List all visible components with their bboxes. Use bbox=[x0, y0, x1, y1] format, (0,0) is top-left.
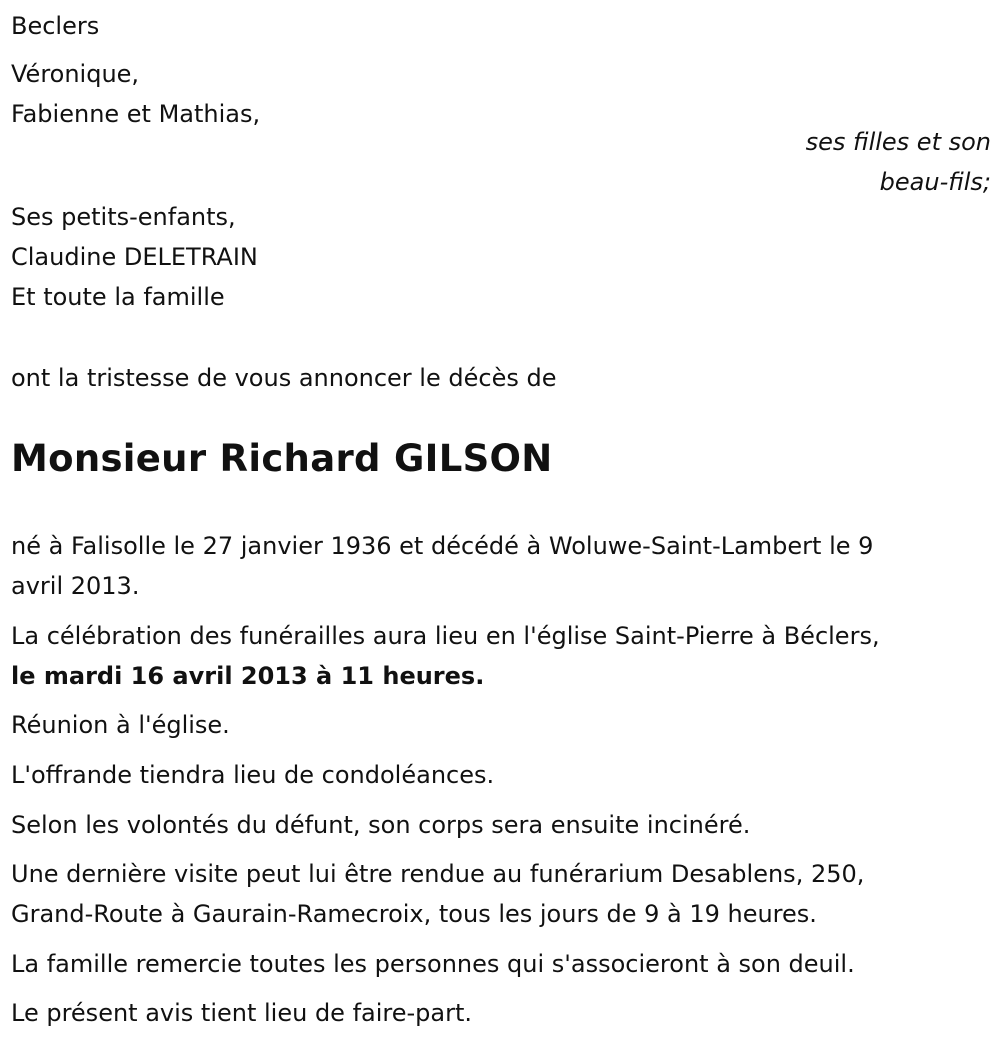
funeral-date: le mardi 16 avril 2013 à 11 heures. bbox=[11, 662, 485, 690]
deceased-name: Monsieur Richard GILSON bbox=[11, 437, 553, 480]
reunion-line: Réunion à l'église. bbox=[11, 711, 230, 739]
person-line: Claudine DELETRAIN bbox=[11, 243, 258, 271]
offering-line: L'offrande tiendra lieu de condoléances. bbox=[11, 761, 495, 789]
birth-death-line-1: né à Falisolle le 27 janvier 1936 et décédé à Woluwe-Saint-Lambert le 9 bbox=[11, 532, 874, 560]
visit-line-1: Une dernière visite peut lui être rendue au funérarium Desablens, 250, bbox=[11, 860, 865, 888]
family-line: Et toute la famille bbox=[11, 283, 225, 311]
grandchildren-line: Ses petits-enfants, bbox=[11, 203, 236, 231]
cremation-line: Selon les volontés du défunt, son corps sera ensuite incinéré. bbox=[11, 811, 751, 839]
daughters-line-1: Véronique, bbox=[11, 60, 140, 88]
funeral-line-1: La célébration des funérailles aura lieu en l'église Saint-Pierre à Béclers, bbox=[11, 622, 880, 650]
daughters-line-2: Fabienne et Mathias, bbox=[11, 100, 261, 128]
birth-death-line-2: avril 2013. bbox=[11, 572, 140, 600]
place-header: Beclers bbox=[11, 12, 100, 40]
role-line-2: beau-fils; bbox=[879, 168, 991, 196]
announcement-intro: ont la tristesse de vous annoncer le décès de bbox=[11, 364, 557, 392]
notice-line: Le présent avis tient lieu de faire-part. bbox=[11, 999, 473, 1027]
visit-line-2: Grand-Route à Gaurain-Ramecroix, tous les jours de 9 à 19 heures. bbox=[11, 900, 817, 928]
thanks-line: La famille remercie toutes les personnes qui s'associeront à son deuil. bbox=[11, 950, 855, 978]
family-role bbox=[806, 122, 991, 202]
role-line-1: ses filles et son bbox=[805, 128, 991, 156]
